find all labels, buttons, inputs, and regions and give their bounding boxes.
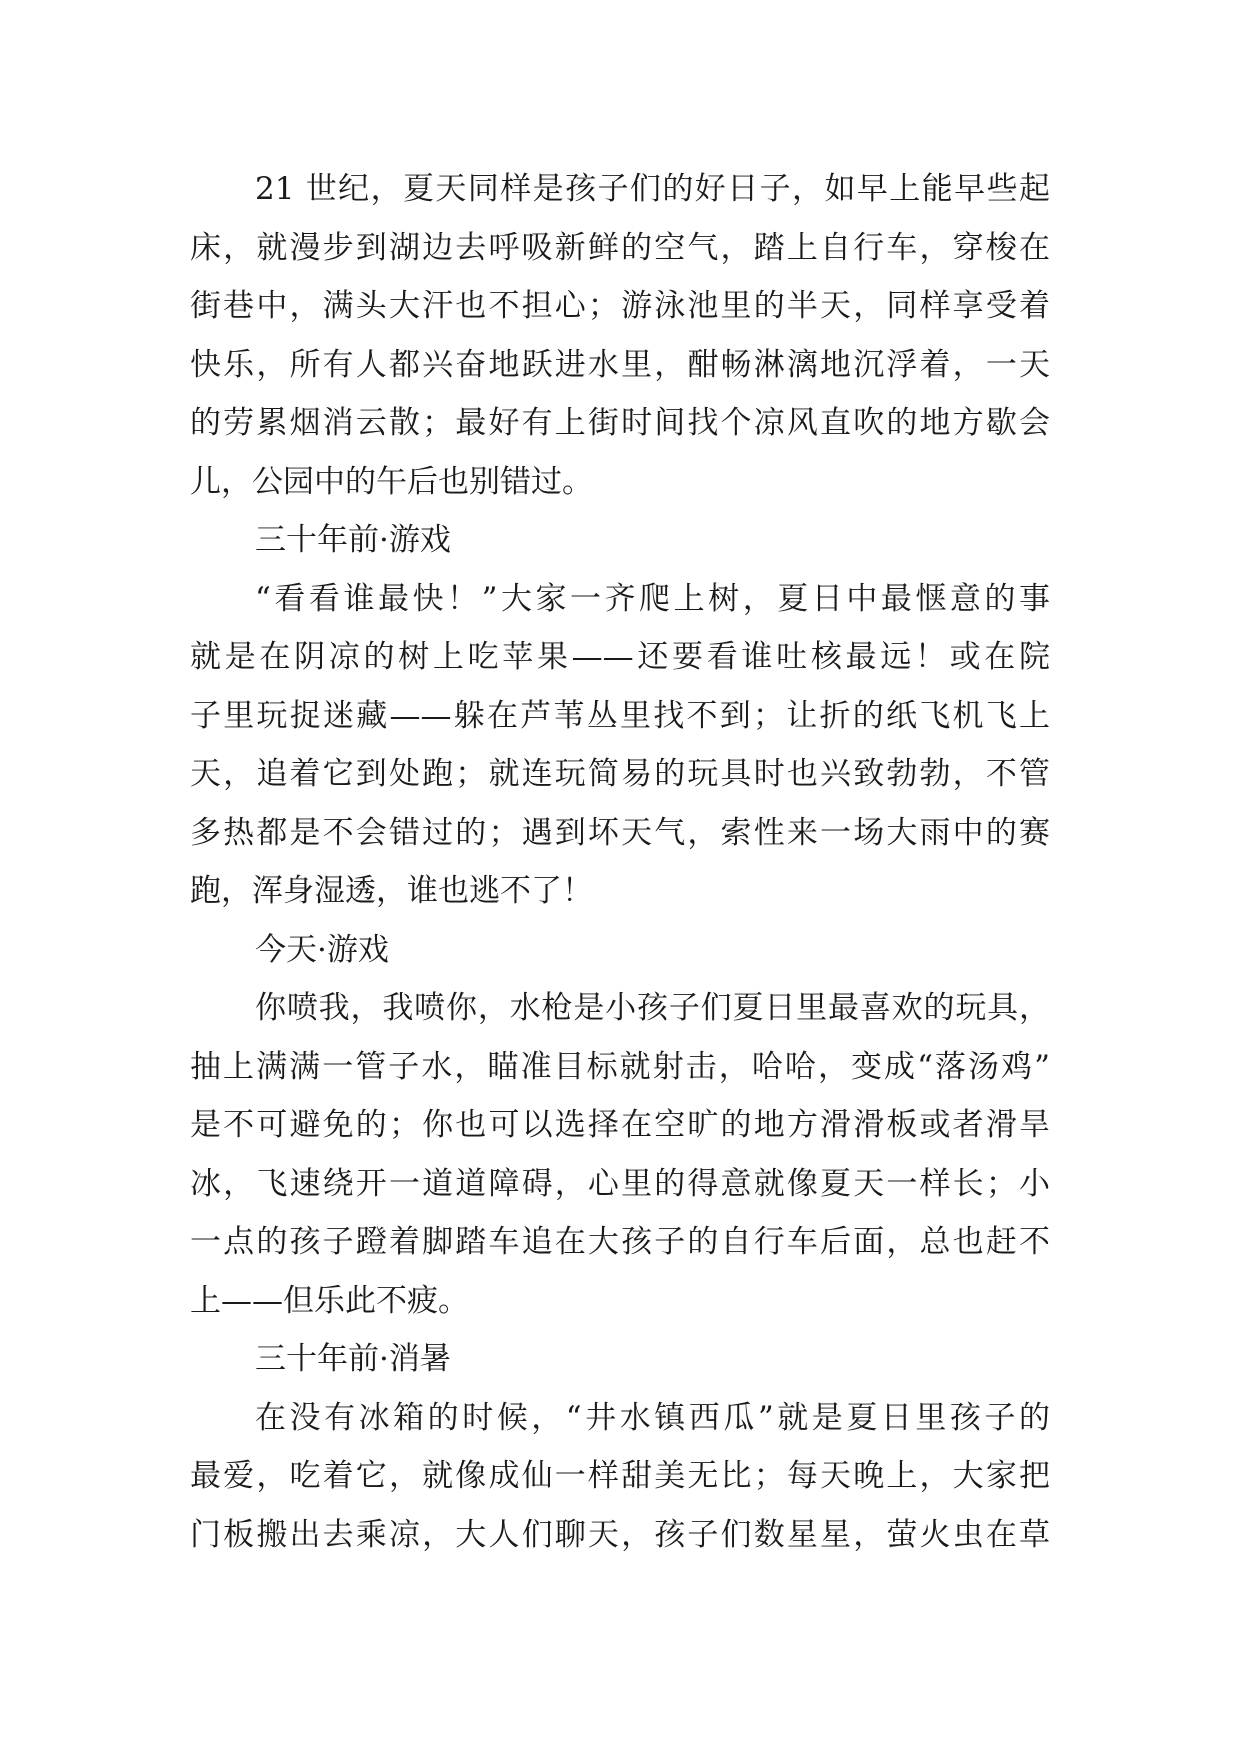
paragraph-line: 的劳累烟消云散；最好有上街时间找个凉风直吹的地方歇会: [190, 405, 1050, 441]
paragraph-line: 一点的孩子蹬着脚踏车追在大孩子的自行车后面，总也赶不: [190, 1224, 1050, 1260]
paragraph-line: 21 世纪，夏天同样是孩子们的好日子，如早上能早些起: [255, 171, 1050, 207]
paragraph-line: 儿，公园中的午后也别错过。: [190, 463, 593, 500]
paragraph-line: 快乐，所有人都兴奋地跃进水里，酣畅淋漓地沉浮着，一天: [190, 346, 1050, 383]
paragraph-summer-today: [190, 160, 1050, 511]
paragraph-line: 你喷我，我喷你，水枪是小孩子们夏日里最喜欢的玩具，: [255, 990, 1050, 1026]
paragraph-games-today: [190, 979, 1050, 1330]
paragraph-line: 天，追着它到处跑；就连玩简易的玩具时也兴致勃勃，不管: [190, 756, 1050, 792]
paragraph-line: 街巷中，满头大汗也不担心；游泳池里的半天，同样享受着: [190, 288, 1050, 324]
paragraph-line: 上——但乐此不疲。: [190, 1282, 469, 1319]
paragraph-line: 在没有冰箱的时候，“井水镇西瓜”就是夏日里孩子的: [255, 1399, 1050, 1436]
paragraph-line: 抽上满满一管子水，瞄准目标就射击，哈哈，变成“落汤鸡”: [190, 1048, 1050, 1085]
paragraph-line: 跑，浑身湿透，谁也逃不了！: [190, 873, 593, 909]
paragraph-cooling-thirty-years-ago: [190, 1389, 1050, 1565]
paragraph-line: 子里玩捉迷藏——躲在芦苇丛里找不到；让折的纸飞机飞上: [190, 697, 1050, 734]
paragraph-line: 最爱，吃着它，就像成仙一样甜美无比；每天晚上，大家把: [190, 1458, 1050, 1494]
section-heading: 三十年前·消暑: [255, 1341, 451, 1377]
paragraph-line: 门板搬出去乘凉，大人们聊天，孩子们数星星，萤火虫在草: [190, 1516, 1050, 1553]
section-heading: 三十年前·游戏: [255, 522, 451, 558]
document-body: [190, 160, 1050, 1564]
paragraph-line: 冰，飞速绕开一道道障碍，心里的得意就像夏天一样长；小: [190, 1165, 1050, 1202]
paragraph-line: “看看谁最快！”大家一齐爬上树，夏日中最惬意的事: [255, 580, 1050, 617]
section-heading: 今天·游戏: [255, 931, 389, 968]
paragraph-line: 多热都是不会错过的；遇到坏天气，索性来一场大雨中的赛: [190, 814, 1050, 851]
paragraph-games-thirty-years-ago: [190, 570, 1050, 921]
paragraph-line: 就是在阴凉的树上吃苹果——还要看谁吐核最远！或在院: [190, 639, 1050, 675]
paragraph-line: 是不可避免的；你也可以选择在空旷的地方滑滑板或者滑旱: [190, 1107, 1050, 1143]
paragraph-line: 床，就漫步到湖边去呼吸新鲜的空气，踏上自行车，穿梭在: [190, 229, 1050, 266]
